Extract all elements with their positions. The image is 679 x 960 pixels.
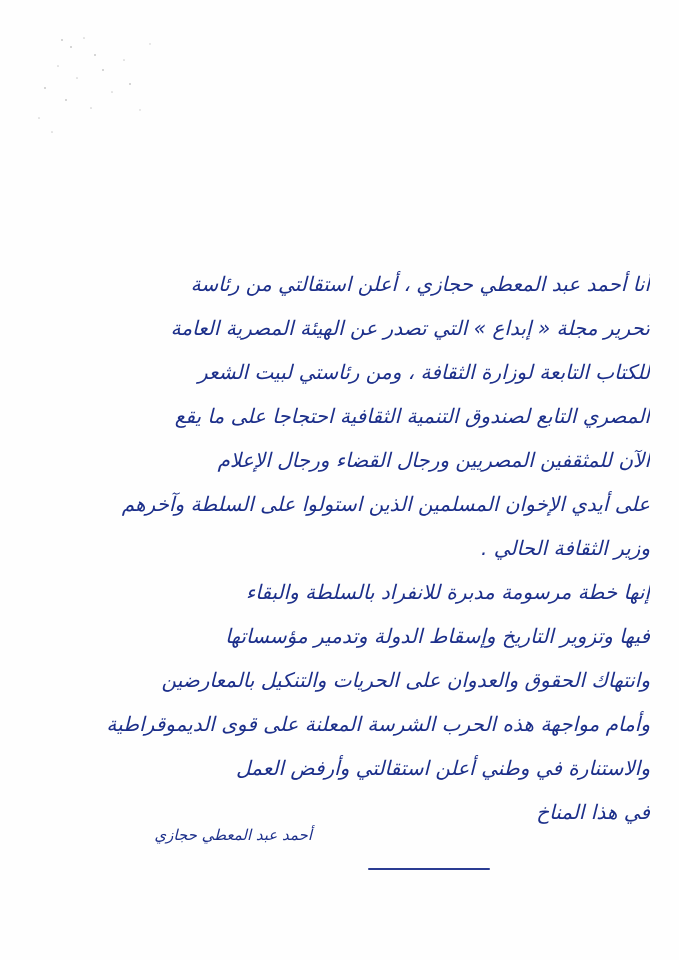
letter-line: والاستنارة في وطني أعلن استقالتي وأرفض العمل	[236, 756, 650, 780]
signature-underline	[368, 868, 490, 870]
letter-line: فيها وتزوير التاريخ وإسقاط الدولة وتدمير مؤسساتها	[225, 624, 650, 648]
letter-line: على أيدي الإخوان المسلمين الذين استولوا على السلطة وآخرهم	[121, 492, 650, 516]
letter-line: أنا أحمد عبد المعطي حجازي ، أعلن استقالتي من رئاسة	[190, 272, 650, 296]
letter-line: وأمام مواجهة هذه الحرب الشرسة المعلنة على قوى الديموقراطية	[106, 712, 650, 736]
letter-line: المصري التابع لصندوق التنمية الثقافية احتجاجا على ما يقع	[174, 404, 650, 428]
letter-line: تحرير مجلة « إبداع » التي تصدر عن الهيئة المصرية العامة	[170, 316, 650, 340]
letter-line: في هذا المناخ	[536, 800, 650, 824]
letter-line: وانتهاك الحقوق والعدوان على الحريات والتنكيل بالمعارضين	[161, 668, 650, 692]
letter-line: وزير الثقافة الحالي .	[481, 536, 650, 560]
letter-line: الآن للمثقفين المصريين ورجال القضاء ورجال الإعلام	[217, 448, 650, 472]
letter-line: للكتاب التابعة لوزارة الثقافة ، ومن رئاستي لبيت الشعر	[197, 360, 650, 384]
letter-body	[28, 262, 650, 834]
signature: أحمد عبد المعطي حجازي	[154, 826, 312, 844]
letter-line: إنها خطة مرسومة مدبرة للانفراد بالسلطة والبقاء	[245, 580, 650, 604]
